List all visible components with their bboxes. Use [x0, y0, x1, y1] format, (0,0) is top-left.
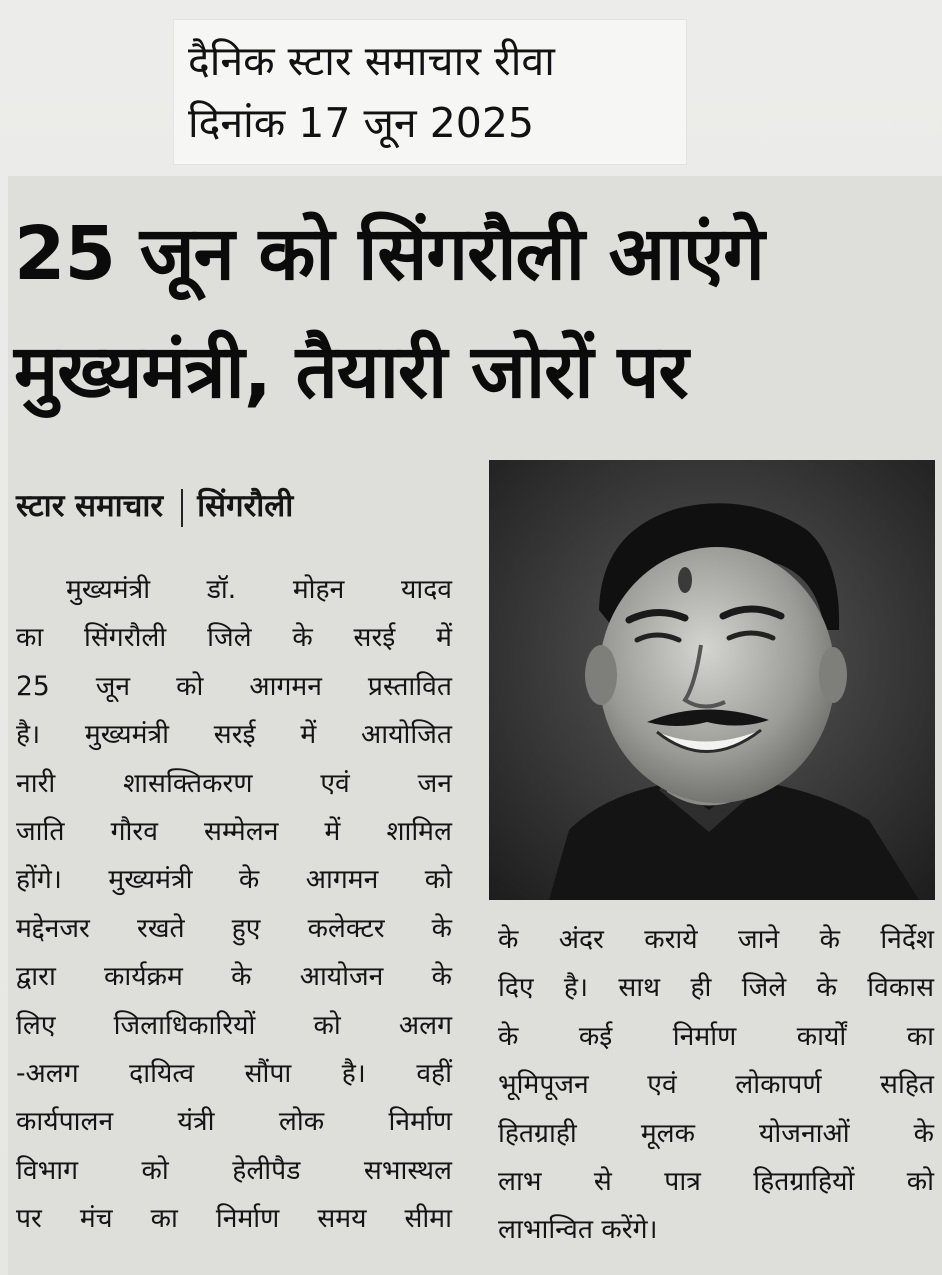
headline-line-1: 25 जून को सिंगरौली आएंगे	[14, 211, 764, 297]
publication-date: दिनांक 17 जून 2025	[188, 99, 535, 147]
article-column-left	[16, 566, 452, 1243]
body-line: होंगे। मुख्यमंत्री के आगमन को	[16, 864, 452, 896]
body-line: विभाग को हेलीपैड सभास्थल	[16, 1154, 452, 1186]
portrait-photo	[489, 460, 935, 900]
body-line: का सिंगरौली जिले के सरई में	[16, 622, 452, 654]
body-line: -अलग दायित्व सौंपा है। वहीं	[16, 1057, 452, 1089]
body-line: लाभान्वित करेंगे।	[498, 1214, 658, 1246]
body-line: जाति गौरव सम्मेलन में शामिल	[16, 815, 452, 847]
body-line: नारी शासक्तिकरण एवं जन	[16, 767, 452, 799]
body-line: के अंदर कराये जाने के निर्देश	[498, 924, 934, 955]
body-line: द्वारा कार्यक्रम के आयोजन के	[16, 961, 452, 993]
newspaper-name: दैनिक स्टार समाचार रीवा	[188, 37, 555, 85]
news-clipping	[8, 176, 942, 1275]
article-column-right	[498, 916, 934, 1255]
newspaper-label-slip	[174, 20, 686, 164]
body-line: मद्देनजर रखते हुए कलेक्टर के	[16, 912, 452, 944]
body-line: हितग्राही मूलक योजनाओं के	[498, 1117, 934, 1149]
body-line: 25 जून को आगमन प्रस्तावित	[16, 670, 452, 702]
body-line: कार्यपालन यंत्री लोक निर्माण	[16, 1106, 452, 1138]
body-line: है। मुख्यमंत्री सरई में आयोजित	[16, 719, 452, 751]
body-line: मुख्यमंत्री डॉ. मोहन यादव	[66, 574, 452, 605]
headline-line-2: मुख्यमंत्री, तैयारी जोरों पर	[14, 329, 688, 415]
body-line: लिए जिलाधिकारियों को अलग	[16, 1009, 452, 1041]
byline	[16, 486, 293, 527]
body-line: दिए है। साथ ही जिले के विकास	[498, 972, 934, 1004]
byline-source: स्टार समाचार	[16, 488, 164, 524]
byline-divider	[181, 489, 183, 527]
body-line: भूमिपूजन एवं लोकापर्ण सहित	[498, 1069, 934, 1101]
portrait-photo-icon	[489, 460, 935, 900]
body-line: के कई निर्माण कार्यों का	[498, 1020, 934, 1052]
byline-location: सिंगरौली	[197, 488, 294, 524]
body-line: लाभ से पात्र हितग्राहियों को	[498, 1165, 934, 1197]
body-line: पर मंच का निर्माण समय सीमा	[16, 1203, 452, 1235]
